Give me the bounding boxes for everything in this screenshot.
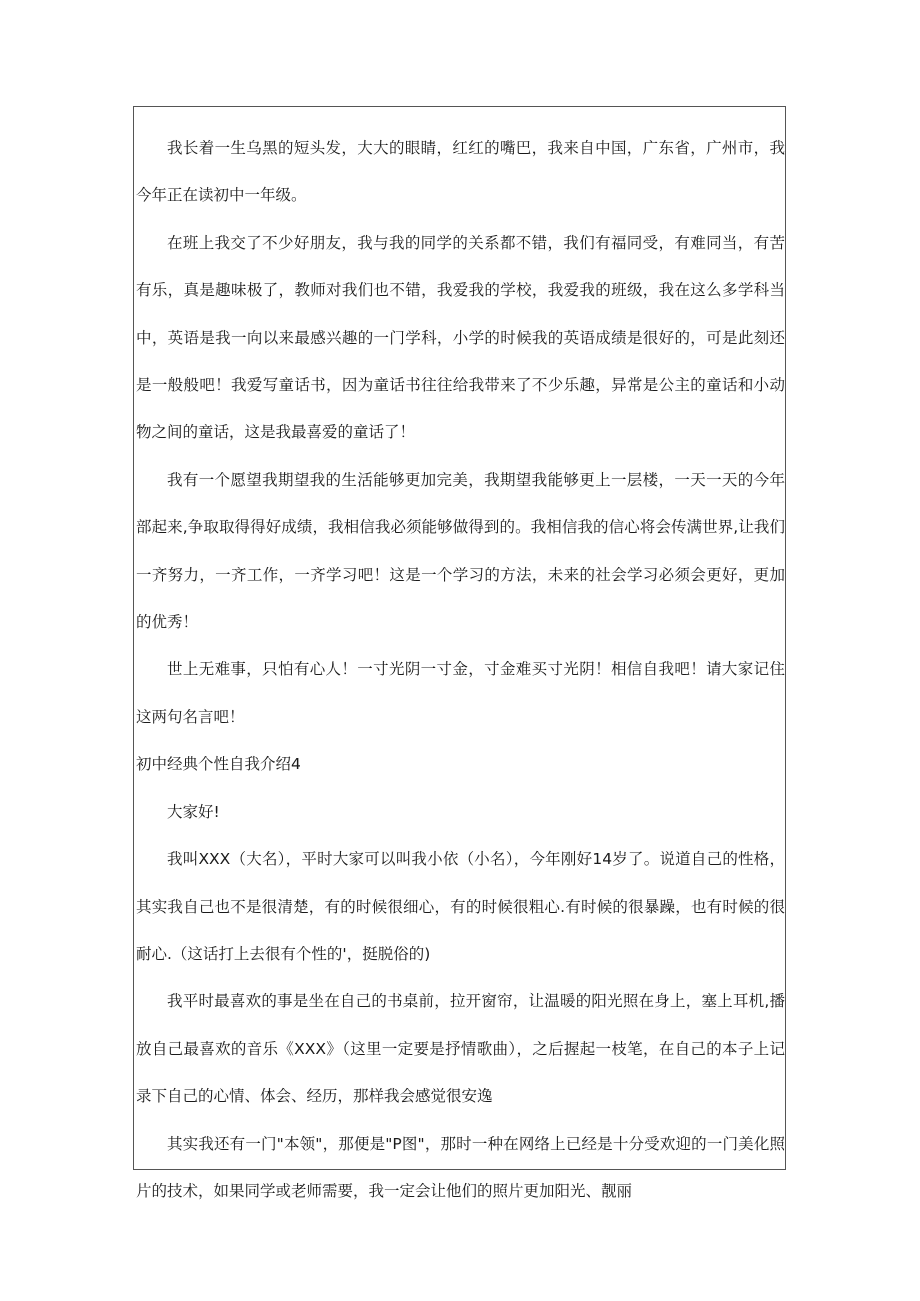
- paragraph-class-friends: 在班上我交了不少好朋友，我与我的同学的关系都不错，我们有福同受，有难同当，有苦有乐，真是趣味极了，教师对我们也不错，我爱我的学校，我爱我的班级，我在这么多学科当中，英语是我一向以来最感兴趣的一门学科，小学的时候我的英语成绩是很好的，可是此刻还是一般般吧！我爱写童话书，因为童话书往往给我带来了不少乐趣，异常是公主的童话和小动物之间的童话，这是我最喜爱的童话了！: [136, 233, 785, 442]
- paragraph-motto: 世上无难事，只怕有心人！一寸光阴一寸金，寸金难买寸光阴！相信自我吧！请大家记住这两句名言吧！: [136, 660, 785, 726]
- paragraph-wish: 我有一个愿望我期望我的生活能够更加完美，我期望我能够更上一层楼，一天一天的今年部起来,争取取得得好成绩，我相信我必须能够做得到的。我相信我的信心将会传满世界,让我们一齐努力，一齐工作，一齐学习吧！这是一个学习的方法，未来的社会学习必须会更好，更加的优秀！: [136, 470, 785, 632]
- paragraph-greeting: 大家好!: [167, 802, 220, 821]
- paragraph-skill: 其实我还有一门"本领"，那便是"P图"，那时一种在网络上已经是十分受欢迎的一门美化照片的技术，如果同学或老师需要，我一定会让他们的照片更加阳光、靓丽: [136, 1134, 785, 1200]
- paragraph-hobby: 我平时最喜欢的事是坐在自己的书桌前，拉开窗帘，让温暖的阳光照在身上，塞上耳机,播放自己最喜欢的音乐《XXX》（这里一定要是抒情歌曲），之后握起一枝笔，在自己的本子上记录下自己的心情、体会、经历，那样我会感觉很安逸: [136, 992, 785, 1106]
- document-frame: [133, 106, 786, 1200]
- section-heading: 初中经典个性自我介绍4: [136, 755, 301, 774]
- paragraph-appearance: 我长着一生乌黑的短头发，大大的眼睛，红红的嘴巴，我来自中国，广东省，广州市，我今年正在读初中一年级。: [136, 139, 785, 205]
- document-body: [136, 125, 785, 1215]
- paragraph-name-personality: 我叫XXX（大名），平时大家可以叫我小依（小名），今年刚好14岁了。说道自己的性格，其实我自己也不是很清楚，有的时候很细心，有的时候很粗心.有时候的很暴躁，也有时候的很耐心.（这话打上去很有个性的'，挺脱俗的): [136, 850, 785, 963]
